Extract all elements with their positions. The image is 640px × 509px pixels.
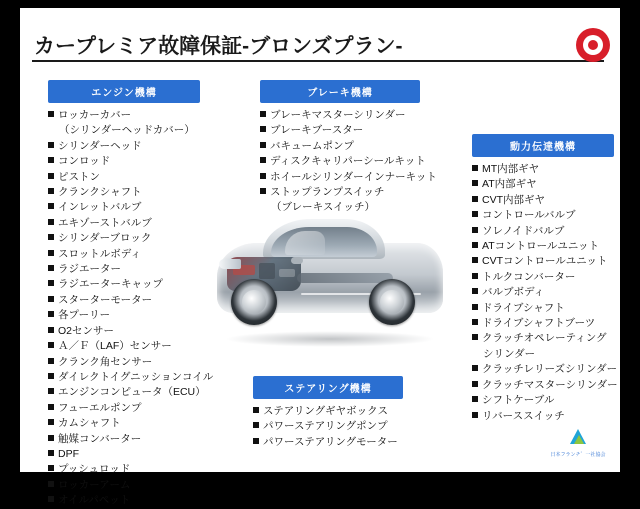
- section-list-drivetrain: [472, 162, 618, 424]
- list-item: [253, 435, 403, 450]
- list-item: [48, 231, 200, 246]
- car-side-mirror: [291, 257, 303, 264]
- car-front-wheel: [231, 279, 277, 325]
- list-item: [472, 316, 614, 331]
- bullet-icon: [472, 211, 478, 217]
- bullet-icon: [260, 111, 266, 117]
- section-header-steering: ステアリング機構: [253, 376, 403, 399]
- bullet-icon: [48, 219, 54, 225]
- list-item-label: ドライブシャフト: [482, 301, 565, 314]
- list-item-label: ラジエーター: [58, 263, 121, 276]
- list-item-label: ストップランプスイッチ: [270, 186, 385, 199]
- bullet-icon: [472, 242, 478, 248]
- section-list-steering: [253, 404, 403, 450]
- bullet-icon: [48, 111, 54, 117]
- list-item: [472, 254, 614, 269]
- list-item-label: コントロールバルブ: [482, 209, 576, 222]
- list-item: [472, 331, 614, 346]
- bullet-icon: [472, 165, 478, 171]
- list-item: [48, 355, 200, 370]
- list-item: [48, 277, 200, 292]
- section-list-brake: [260, 108, 437, 216]
- list-item: [472, 177, 614, 192]
- bullet-icon: [48, 342, 54, 348]
- list-item-label: エキゾーストバルブ: [58, 216, 152, 229]
- bullet-icon: [253, 422, 259, 428]
- list-item-label: クランク角センサー: [58, 355, 153, 368]
- bullet-icon: [48, 465, 54, 471]
- company-logo-icon: [576, 28, 610, 62]
- list-item-label: Ａ／Ｆ（LAF）センサー: [58, 340, 172, 353]
- bullet-icon: [472, 257, 478, 263]
- list-item-label: ダイレクトイグニッションコイル: [58, 370, 214, 383]
- bullet-icon: [260, 142, 266, 148]
- list-item-label: DPF: [58, 447, 79, 460]
- list-item: [48, 139, 200, 154]
- list-item: [260, 200, 420, 215]
- list-item-label: トルクコンバーター: [482, 270, 576, 283]
- list-item: [260, 139, 420, 154]
- list-item: [48, 370, 214, 385]
- bullet-icon: [48, 265, 54, 271]
- list-item-label: パワーステアリングモーター: [263, 435, 398, 448]
- bullet-icon: [472, 227, 478, 233]
- list-item-label: コンロッド: [58, 155, 111, 168]
- list-item: [472, 409, 614, 424]
- bullet-icon: [260, 157, 266, 163]
- car-headlight: [219, 259, 241, 269]
- triangle-logo-icon: [567, 428, 589, 450]
- list-item-label: ロッカーアーム: [58, 478, 131, 491]
- list-item: [48, 200, 200, 215]
- list-item-label: ブレーキブースター: [270, 124, 364, 137]
- list-item: [472, 347, 614, 362]
- list-item-label: プッシュロッド: [58, 463, 131, 476]
- document-page: [20, 8, 620, 507]
- list-item: [472, 362, 618, 377]
- bullet-icon: [48, 173, 54, 179]
- list-item-label: ステアリングギヤボックス: [263, 405, 389, 417]
- bullet-icon: [48, 296, 54, 302]
- list-item-label: スロットルボディ: [58, 247, 141, 260]
- list-item: [260, 154, 426, 169]
- list-item-label: クラッチレリーズシリンダー: [482, 363, 618, 376]
- list-item-label: CVT内部ギヤ: [482, 193, 545, 206]
- section-steering: [253, 376, 403, 450]
- bullet-icon: [48, 373, 54, 379]
- bullet-icon: [472, 334, 478, 340]
- bullet-icon: [253, 407, 259, 413]
- bullet-icon: [48, 142, 54, 148]
- list-item-label: 触媒コンバーター: [58, 432, 142, 445]
- list-item-label: MT内部ギヤ: [482, 163, 540, 175]
- list-item: [48, 478, 200, 493]
- bullet-icon: [472, 381, 478, 387]
- bullet-icon: [48, 203, 54, 209]
- title-divider: [32, 60, 604, 62]
- engine-pipe-part: [279, 269, 295, 277]
- list-item-label: ロッカーカバー: [58, 109, 132, 121]
- list-item: [48, 339, 200, 354]
- list-item: [472, 224, 614, 239]
- list-item: [253, 404, 403, 419]
- list-item-label: パワーステアリングポンプ: [263, 420, 388, 433]
- bullet-icon: [472, 180, 478, 186]
- list-item-label: バルブボディ: [482, 286, 545, 299]
- list-item-label: （シリンダーヘッドカバー）: [59, 124, 195, 137]
- list-item-label: シリンダー: [483, 347, 536, 360]
- list-item-label: AT内部ギヤ: [482, 178, 537, 191]
- list-item-label: カムシャフト: [58, 417, 121, 430]
- bullet-icon: [48, 496, 54, 502]
- list-item: [472, 239, 614, 254]
- list-item-label: オイルパペット: [58, 494, 131, 507]
- car-illustration: [205, 213, 455, 373]
- list-item-label: スターターモーター: [58, 293, 153, 306]
- list-item: [260, 123, 420, 138]
- list-item-label: シリンダーブロック: [58, 232, 152, 245]
- list-item-label: （ブレーキスイッチ）: [271, 201, 375, 214]
- bullet-icon: [48, 234, 54, 240]
- list-item: [472, 378, 618, 393]
- list-item-label: クラッチマスターシリンダー: [482, 378, 618, 391]
- bullet-icon: [472, 319, 478, 325]
- engine-accessory-part: [259, 263, 275, 279]
- list-item-label: ATコントロールユニット: [482, 240, 600, 253]
- section-drivetrain: [472, 134, 618, 424]
- list-item: [472, 301, 614, 316]
- list-item: [472, 393, 614, 408]
- list-item: [48, 447, 200, 462]
- bullet-icon: [472, 288, 478, 294]
- list-item: [48, 493, 200, 508]
- list-item-label: ブレーキマスターシリンダー: [270, 109, 406, 121]
- bullet-icon: [48, 419, 54, 425]
- section-header-brake: ブレーキ機構: [260, 80, 420, 103]
- list-item-label: クラッチオペレーティング: [482, 332, 607, 345]
- bullet-icon: [253, 438, 259, 444]
- bullet-icon: [48, 280, 54, 286]
- section-header-drivetrain: 動力伝達機構: [472, 134, 614, 157]
- bullet-icon: [48, 404, 54, 410]
- list-item: [48, 216, 200, 231]
- list-item: [48, 385, 206, 400]
- list-item: [472, 162, 614, 177]
- list-item-label: フューエルポンプ: [58, 401, 142, 414]
- list-item: [48, 108, 200, 123]
- list-item-label: ソレノイドバルブ: [482, 224, 565, 237]
- list-item: [48, 154, 200, 169]
- wheel-hub: [242, 290, 266, 314]
- footer-logo-label: 日本フランチ゛一社協会: [550, 452, 606, 458]
- section-engine: [48, 80, 214, 509]
- list-item: [260, 185, 420, 200]
- footer-association-logo: [550, 428, 606, 462]
- list-item: [48, 462, 200, 477]
- list-item: [472, 208, 614, 223]
- bullet-icon: [48, 311, 54, 317]
- list-item-label: CVTコントロールユニット: [482, 255, 608, 268]
- list-item-label: バキュームポンプ: [270, 139, 354, 152]
- list-item-label: ディスクキャリパーシールキット: [270, 155, 426, 168]
- list-item: [48, 185, 200, 200]
- list-item-label: インレットバルブ: [58, 201, 142, 214]
- logo-circle-dot: [588, 40, 598, 50]
- section-list-engine: [48, 108, 214, 509]
- list-item-label: クランクシャフト: [58, 186, 142, 199]
- list-item-label: シフトケーブル: [482, 394, 555, 407]
- list-item: [48, 432, 200, 447]
- bullet-icon: [48, 481, 54, 487]
- bullet-icon: [260, 188, 266, 194]
- bullet-icon: [472, 304, 478, 310]
- list-item: [48, 401, 200, 416]
- list-item: [472, 270, 614, 285]
- bullet-icon: [48, 450, 54, 456]
- car-rear-wheel: [369, 279, 415, 325]
- bullet-icon: [48, 250, 54, 256]
- list-item-label: 各プーリー: [58, 309, 111, 322]
- bullet-icon: [48, 358, 54, 364]
- list-item-label: エンジンコンピュータ（ECU）: [58, 386, 206, 399]
- bullet-icon: [472, 365, 478, 371]
- bullet-icon: [472, 396, 478, 402]
- list-item-label: ドライブシャフトブーツ: [482, 317, 596, 330]
- list-item: [48, 293, 200, 308]
- triangle-inner-shape: [574, 435, 584, 444]
- list-item-label: O2センサー: [58, 324, 115, 337]
- list-item: [48, 123, 200, 138]
- list-item: [48, 262, 200, 277]
- bullet-icon: [472, 412, 478, 418]
- bullet-icon: [48, 157, 54, 163]
- list-item-label: ピストン: [58, 170, 100, 183]
- bullet-icon: [48, 435, 54, 441]
- list-item: [260, 170, 437, 185]
- list-item: [48, 247, 200, 262]
- list-item: [48, 324, 200, 339]
- list-item: [48, 170, 200, 185]
- bullet-icon: [472, 273, 478, 279]
- list-item: [260, 108, 420, 123]
- list-item: [253, 419, 403, 434]
- bullet-icon: [472, 196, 478, 202]
- list-item-label: リバーススイッチ: [482, 409, 565, 422]
- bullet-icon: [48, 327, 54, 333]
- section-brake: [260, 80, 437, 216]
- wheel-hub: [380, 290, 404, 314]
- page-title: カープレミア故障保証-ブロンズプラン-: [34, 35, 403, 58]
- list-item: [48, 308, 200, 323]
- bullet-icon: [260, 173, 266, 179]
- section-header-engine: エンジン機構: [48, 80, 200, 103]
- list-item-label: ラジエーターキャップ: [58, 278, 163, 291]
- bullet-icon: [48, 188, 54, 194]
- list-item-label: シリンダーヘッド: [58, 139, 142, 152]
- list-item: [472, 285, 614, 300]
- list-item: [472, 193, 614, 208]
- car-shadow: [225, 331, 435, 347]
- car-drivetrain-cutaway: [297, 273, 393, 283]
- list-item: [48, 416, 200, 431]
- bullet-icon: [48, 388, 54, 394]
- list-item-label: ホイールシリンダーインナーキット: [270, 170, 437, 183]
- bullet-icon: [260, 126, 266, 132]
